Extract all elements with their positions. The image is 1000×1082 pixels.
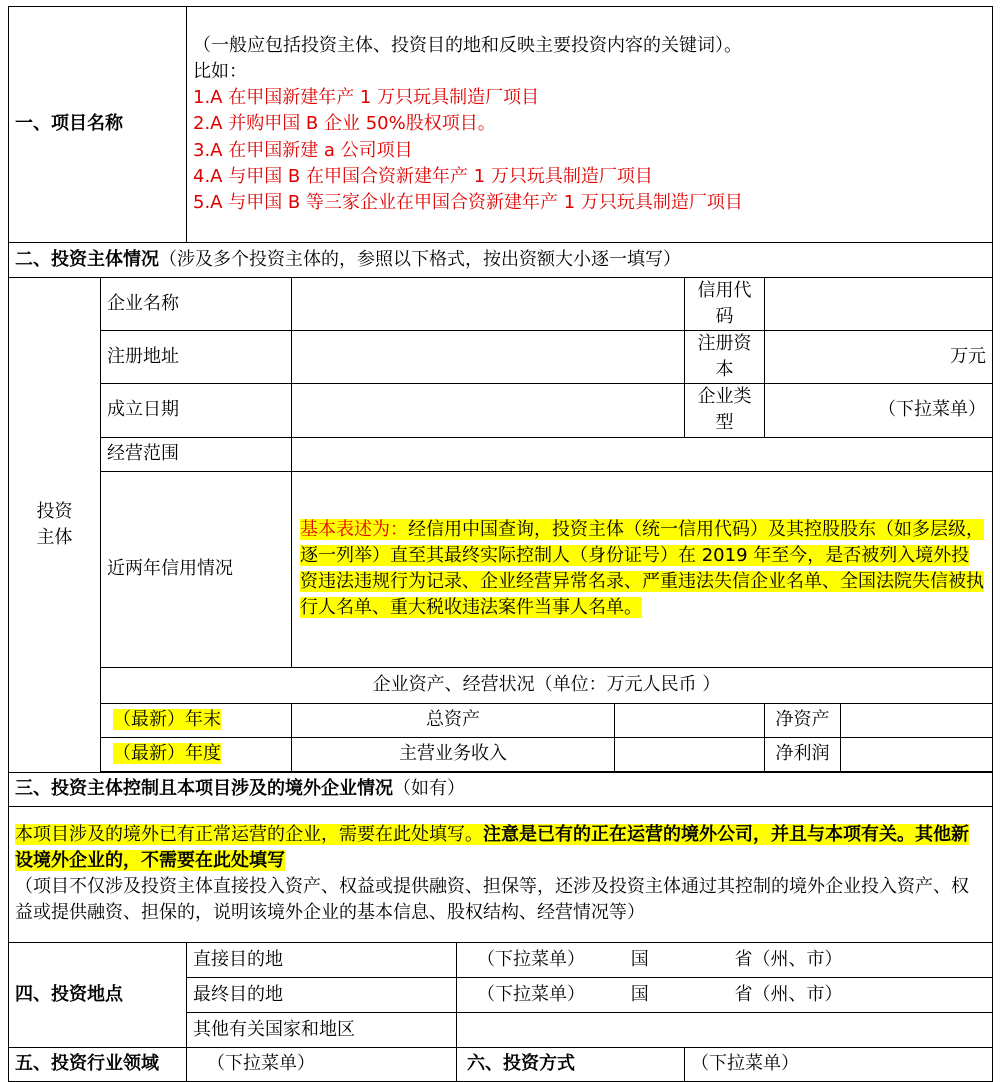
example-1: 1.A 在甲国新建年产 1 万只玩具制造厂项目 (193, 87, 540, 109)
reg-address-label: 注册地址 (101, 331, 292, 384)
industry-dropdown[interactable]: （下拉菜单） (187, 1047, 457, 1081)
project-name-cell[interactable] (187, 7, 993, 243)
direct-country: 国 (630, 948, 649, 970)
final-destination-label: 最终目的地 (187, 977, 457, 1012)
project-name-label: 一、项目名称 (9, 7, 187, 243)
investor-section-label: 二、投资主体情况 (15, 248, 159, 270)
final-country: 国 (630, 983, 649, 1005)
company-name-field[interactable] (292, 278, 685, 331)
reg-address-row (9, 331, 993, 384)
founded-row (9, 384, 993, 437)
credit-field[interactable] (292, 471, 993, 667)
method-dropdown[interactable]: （下拉菜单） (685, 1047, 993, 1081)
credit-code-field[interactable] (765, 278, 993, 331)
company-type-label: 企业类型 (685, 384, 765, 437)
final-dropdown[interactable]: （下拉菜单） (477, 983, 585, 1005)
investor-header (9, 243, 993, 278)
total-assets-field[interactable] (615, 703, 765, 737)
overseas-hl-bold: 注意是已有的正在运营的境外公司，并且与本项有关。其他新设境外企业的，不需要在此处填写 (15, 823, 969, 871)
year-end-text: 年末 (185, 709, 221, 731)
direct-destination-row (9, 942, 993, 977)
overseas-section-label: 三、投资主体控制且本项目涉及的境外企业情况 (15, 778, 393, 800)
project-name-hint: （一般应包括投资主体、投资目的地和反映主要投资内容的关键词）。 (193, 35, 742, 57)
year-label (101, 737, 292, 771)
direct-dropdown[interactable]: （下拉菜单） (477, 948, 585, 970)
final-destination-field[interactable] (457, 977, 993, 1012)
year-text: 年度 (185, 743, 221, 765)
company-name-row (9, 278, 993, 331)
company-name-label: 企业名称 (101, 278, 292, 331)
overseas-note: （项目不仅涉及投资主体直接投入资产、权益或提供融资、担保等，还涉及投资主体通过其控制的境外企业投入资产、权益或提供融资、担保的，说明该境外企业的基本信息、股权结构、经营情况等） (15, 876, 969, 924)
credit-row (9, 471, 993, 667)
example-4: 4.A 与甲国 B 在甲国合资新建年产 1 万只玩具制造厂项目 (193, 165, 653, 187)
scope-label: 经营范围 (101, 437, 292, 471)
assets-header-row (9, 667, 993, 703)
credit-code-label: 信用代码 (685, 278, 765, 331)
credit-red-prefix: 基本表述为： (300, 518, 408, 540)
latest-tag-1: （最新） (113, 709, 185, 731)
other-regions-field[interactable] (457, 1012, 993, 1047)
direct-destination-label: 直接目的地 (187, 942, 457, 977)
example-2: 2.A 并购甲国 B 企业 50%股权项目。 (193, 113, 496, 135)
location-label: 四、投资地点 (9, 942, 187, 1047)
year-row (9, 737, 993, 771)
net-assets-label: 净资产 (765, 703, 841, 737)
credit-text: 经信用中国查询，投资主体（统一信用代码）及其控股股东（如多层级，逐一列举）直至其最终实际控制人（身份证号）在 2019 年至今，是否被列入境外投资违法违规行为记录、企业经营异常名录、严重违法失信企业名单、全国法院失信被执行人名单、重大税收违法案件当事人名单。 (300, 518, 984, 619)
overseas-header (9, 772, 993, 806)
assets-header: 企业资产、经营状况（单位：万元人民币 ） (101, 667, 993, 703)
investor-side-label (9, 278, 101, 773)
example-prefix: 比如： (193, 61, 247, 83)
investor-section-note: （涉及多个投资主体的，参照以下格式，按出资额大小逐一填写） (159, 248, 681, 270)
investor-header-row (9, 243, 993, 278)
investor-side-label-2: 主体 (36, 526, 73, 548)
net-profit-field[interactable] (841, 737, 993, 771)
latest-tag-2: （最新） (113, 743, 185, 765)
final-province: 省（州、市） (734, 983, 843, 1005)
net-assets-field[interactable] (841, 703, 993, 737)
project-name-row (9, 7, 993, 243)
overseas-section-suffix: （如有） (393, 778, 465, 800)
investment-form-table (8, 6, 993, 1082)
overseas-header-row (9, 772, 993, 806)
main-revenue-label: 主营业务收入 (292, 737, 615, 771)
example-5: 5.A 与甲国 B 等三家企业在甲国合资新建年产 1 万只玩具制造厂项目 (193, 191, 743, 213)
company-type-dropdown[interactable]: （下拉菜单） (765, 384, 993, 437)
industry-label: 五、投资行业领域 (9, 1047, 187, 1081)
overseas-body[interactable] (9, 806, 993, 942)
overseas-hl-normal: 本项目涉及的境外已有正常运营的企业，需要在此处填写。 (15, 823, 483, 845)
reg-capital-label: 注册资本 (685, 331, 765, 384)
direct-destination-field[interactable] (457, 942, 993, 977)
scope-row (9, 437, 993, 471)
overseas-body-row (9, 806, 993, 942)
credit-label: 近两年信用情况 (101, 471, 292, 667)
reg-capital-field[interactable]: 万元 (765, 331, 993, 384)
direct-province: 省（州、市） (734, 948, 843, 970)
scope-field[interactable] (292, 437, 993, 471)
net-profit-label: 净利润 (765, 737, 841, 771)
reg-address-field[interactable] (292, 331, 685, 384)
total-assets-label: 总资产 (292, 703, 615, 737)
main-revenue-field[interactable] (615, 737, 765, 771)
founded-field[interactable] (292, 384, 685, 437)
method-label: 六、投资方式 (457, 1047, 685, 1081)
year-end-label (101, 703, 292, 737)
industry-method-row (9, 1047, 993, 1081)
founded-label: 成立日期 (101, 384, 292, 437)
year-end-row (9, 703, 993, 737)
example-3: 3.A 在甲国新建 a 公司项目 (193, 139, 413, 161)
other-regions-label: 其他有关国家和地区 (187, 1012, 457, 1047)
investor-side-label-1: 投资 (36, 500, 73, 522)
